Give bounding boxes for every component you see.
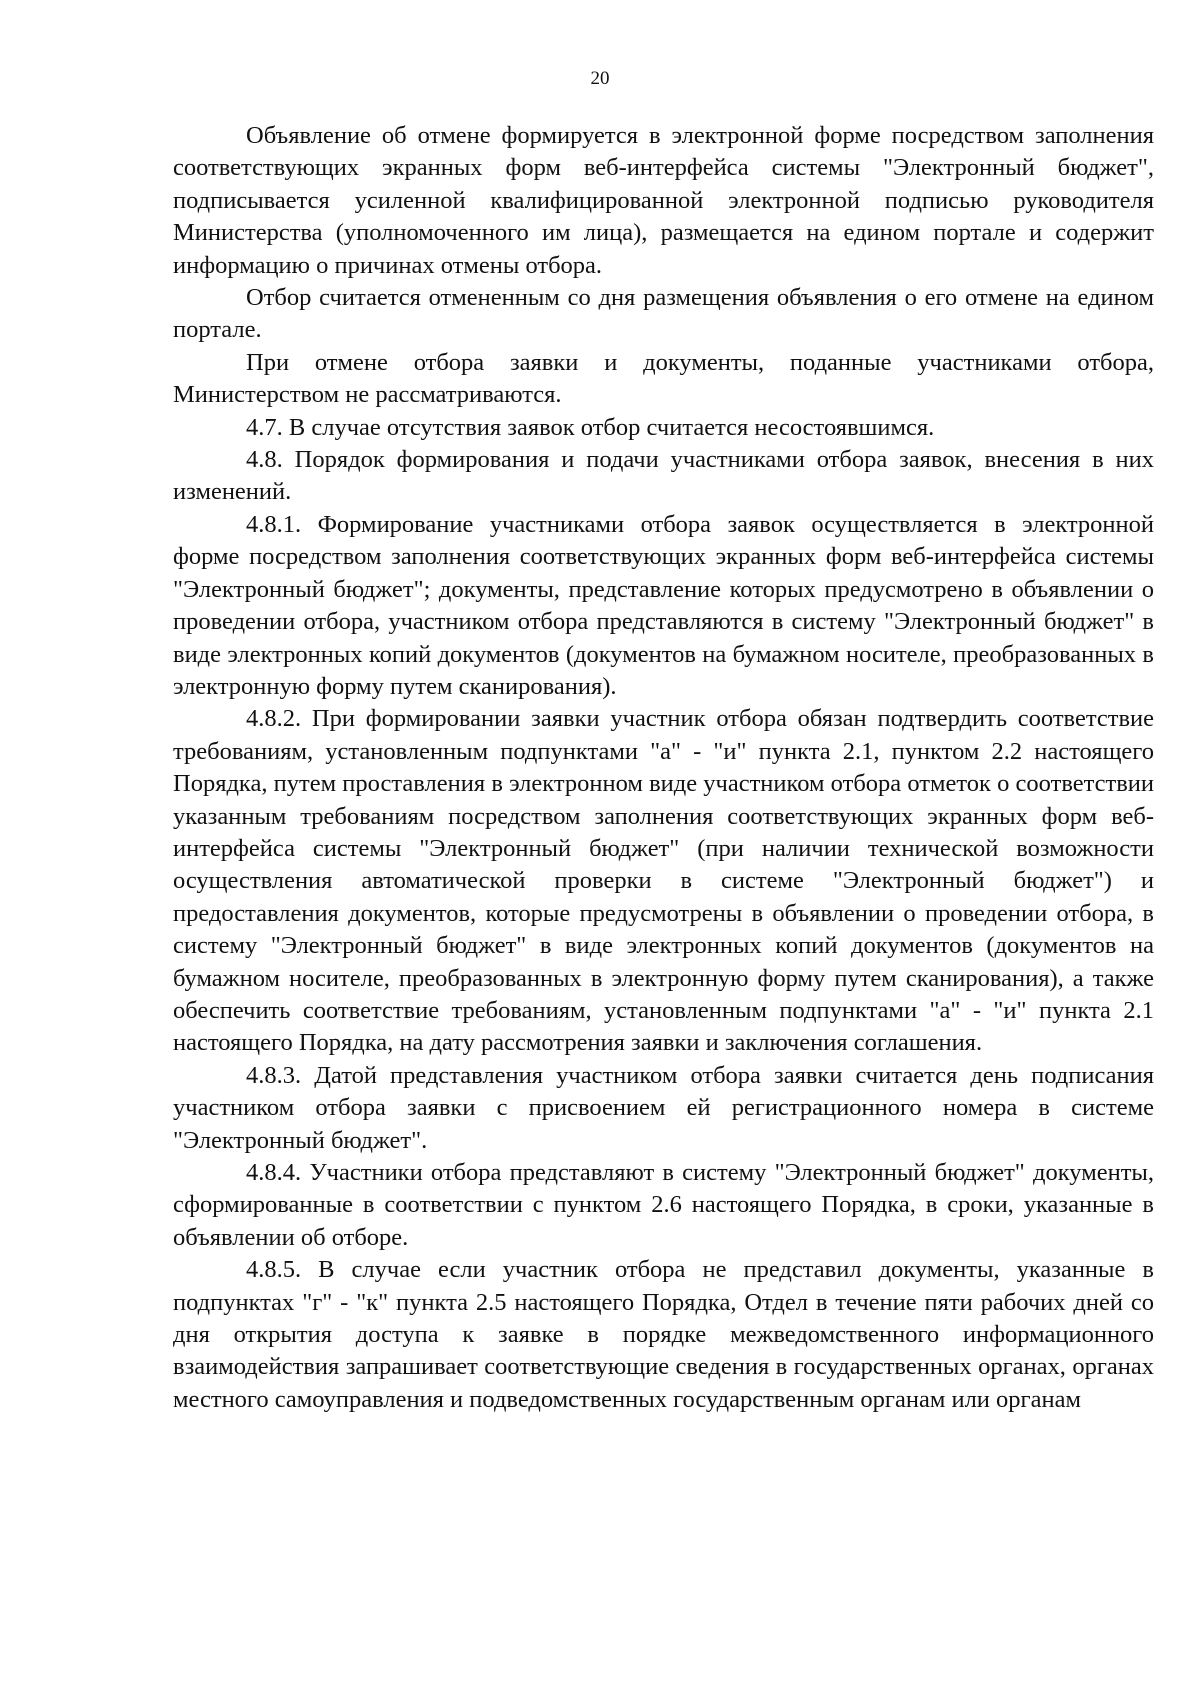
paragraph-4-8-4: 4.8.4. Участники отбора представляют в систему "Электронный бюджет" документы, сформированные в соответствии с пунктом 2.6 настоящего Порядка, в сроки, указанные в объявлении об отборе.: [173, 1159, 1154, 1251]
paragraph-4-8-3: 4.8.3. Датой представления участником отбора заявки считается день подписания участником отбора заявки с присвоением ей регистрационного номера в системе "Электронный бюджет".: [173, 1061, 1154, 1154]
paragraph-cancellation-date: Отбор считается отмененным со дня размещения объявления о его отмене на едином портале.: [173, 284, 1154, 344]
paragraph-4-8-1: 4.8.1. Формирование участниками отбора заявок осуществляется в электронной форме посредством заполнения соответствующих экранных форм веб-интерфейса системы "Электронный бюджет"; документы, представление которых предусмотрено в объявлении о проведении отбора, участником отбора представляются в систему "Электронный бюджет" в виде электронных копий документов (документов на бумажном носителе, преобразованных в электронную форму путем сканирования).: [173, 510, 1154, 700]
page-number: 20: [590, 68, 610, 89]
paragraph-cancellation-consequence: При отмене отбора заявки и документы, поданные участниками отбора, Министерством не рассматриваются.: [173, 348, 1154, 409]
paragraph-4-8-2: 4.8.2. При формировании заявки участник отбора обязан подтвердить соответствие требованиям, установленным подпунктами "а" - "и" пункта 2.1, пунктом 2.2 настоящего Порядка, путем проставления в электронном виде участником отбора отметок о соответствии указанным требованиям посредством заполнения соответствующих экранных форм веб-интерфейса системы "Электронный бюджет" (при наличии технической возможности осуществления автоматической проверки в системе "Электронный бюджет") и предоставления документов, которые предусмотрены в объявлении о проведении отбора, в систему "Электронный бюджет" в виде электронных копий документов (документов на бумажном носителе, преобразованных в электронную форму путем сканирования), а также обеспечить соответствие требованиям, установленным подпунктами "а" - "и" пункта 2.1 настоящего Порядка, на дату рассмотрения заявки и заключения соглашения.: [173, 705, 1154, 1057]
paragraph-4-8: 4.8. Порядок формирования и подачи участниками отбора заявок, внесения в них изменений.: [173, 446, 1154, 506]
paragraph-4-8-5: 4.8.5. В случае если участник отбора не представил документы, указанные в подпунктах "г" - "к" пункта 2.5 настоящего Порядка, Отдел в течение пяти рабочих дней со дня открытия доступа к заявке в порядке межведомственного информационного взаимодействия запрашивает соответствующие сведения в государственных органах, органах местного самоуправления и подведомственных государственным органам или органам: [173, 1256, 1154, 1413]
document-body: [173, 120, 1154, 1416]
paragraph-cancellation-notice: Объявление об отмене формируется в электронной форме посредством заполнения соответствующих экранных форм веб-интерфейса системы "Электронный бюджет", подписывается усиленной квалифицированной электронной подписью руководителя Министерства (уполномоченного им лица), размещается на едином портале и содержит информацию о причинах отмены отбора.: [173, 122, 1154, 279]
paragraph-4-7: 4.7. В случае отсутствия заявок отбор считается несостоявшимся.: [246, 413, 935, 441]
